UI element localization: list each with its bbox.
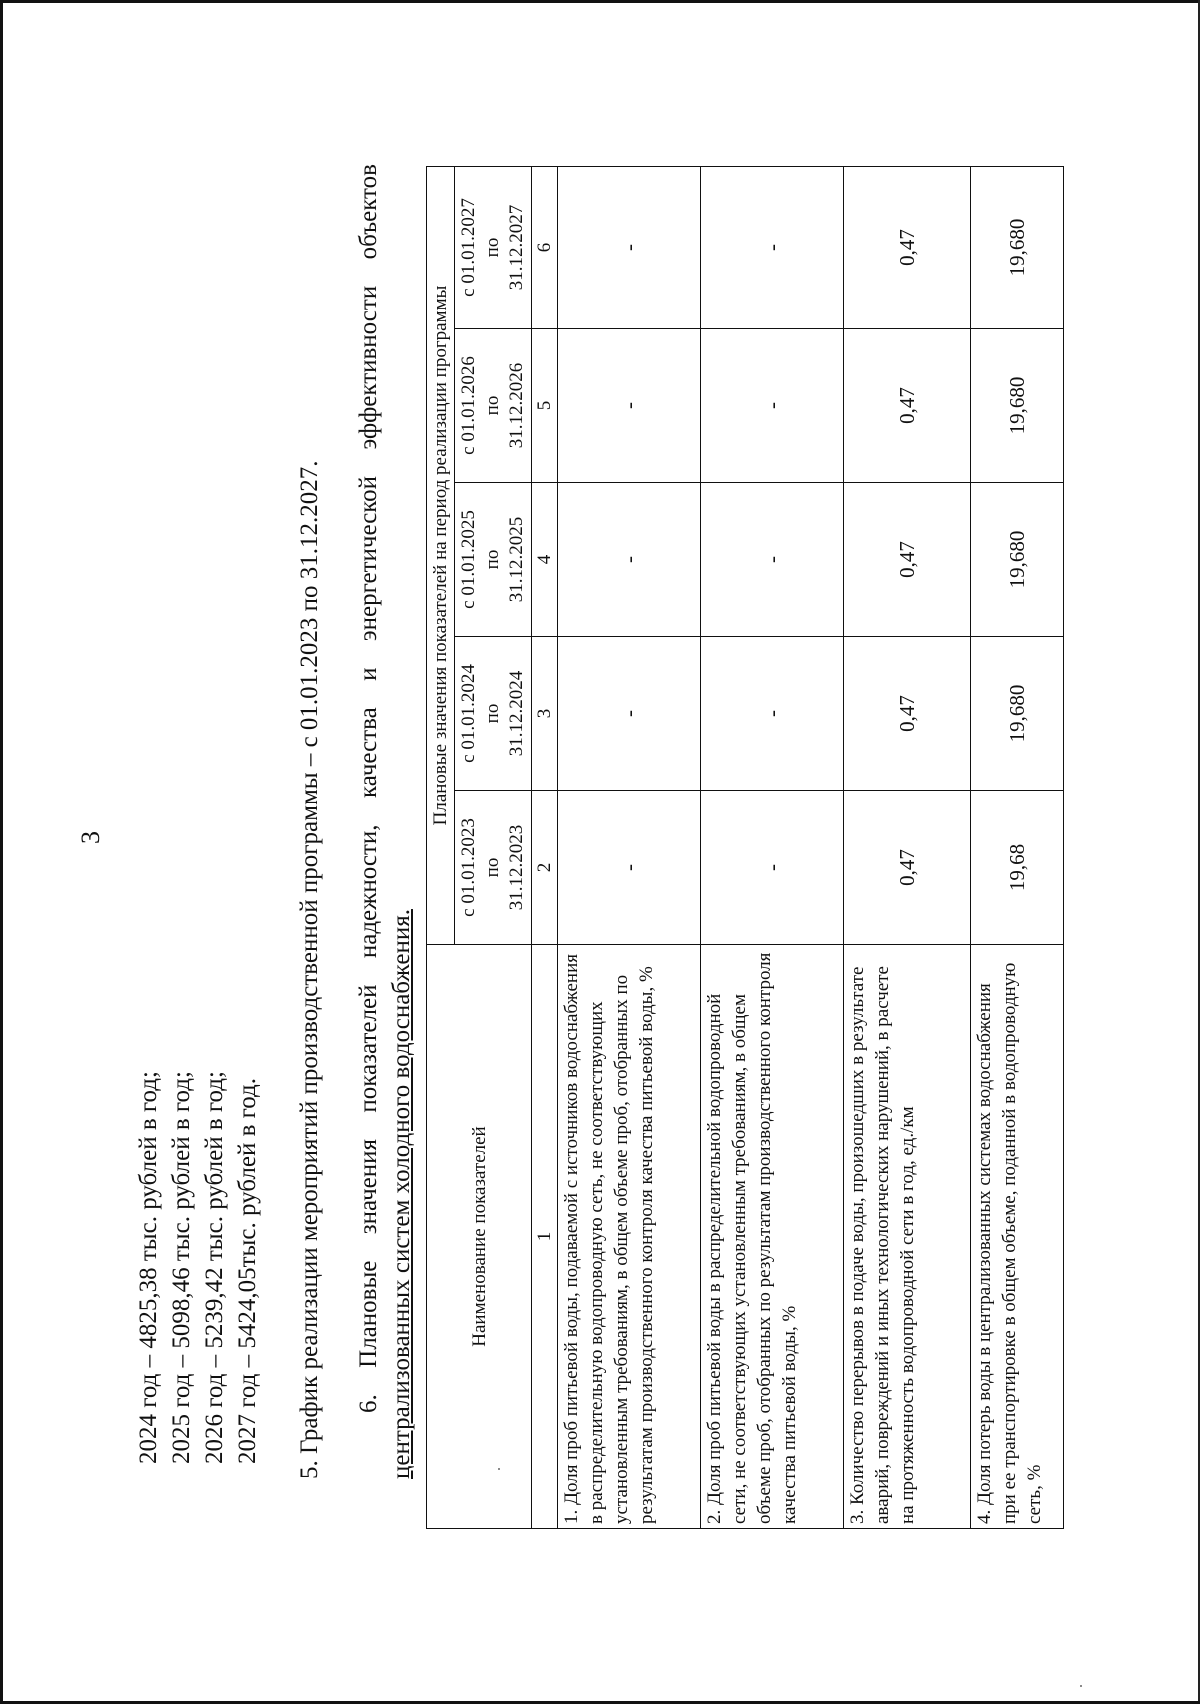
period-from: с 01.01.2027 [458, 198, 479, 297]
indicator-value: 19,680 [971, 329, 1064, 483]
indicator-name: 3. Количество перерывов в подаче воды, произошедших в результате аварий, повреждений и иных технологических нарушений, в расчете на протяженность водопроводной сети в год, ед./км [844, 945, 971, 1529]
indicator-value: - [701, 167, 844, 329]
indicator-value: 0,47 [844, 167, 971, 329]
heading-word: Плановые [355, 1260, 382, 1368]
heading-word: энергетической [355, 475, 382, 642]
annual-cost-list [132, 1071, 264, 1464]
indicator-value: - [558, 329, 701, 483]
period-word: по [482, 703, 503, 724]
table-column-number-row [532, 167, 558, 1529]
indicator-name: 2. Доля проб питьевой воды в распределительной водопроводной сети, не соответствующих установленным требованиям, в общем объеме проб, отобранных по результатам производственного контроля качества питьевой воды, % [701, 945, 844, 1529]
indicator-value: - [701, 483, 844, 637]
column-number: 5 [532, 329, 558, 483]
header-indicator-name: Наименование показателей [427, 945, 532, 1529]
column-number: 6 [532, 167, 558, 329]
header-period-2023 [455, 791, 532, 945]
period-word: по [482, 857, 503, 878]
indicator-value: 0,47 [844, 637, 971, 791]
indicator-value: 0,47 [844, 791, 971, 945]
section-6-heading [352, 164, 418, 1479]
period-word: по [482, 237, 503, 258]
indicator-value: 0,47 [844, 483, 971, 637]
indicator-value: - [701, 791, 844, 945]
header-period-2025 [455, 483, 532, 637]
period-to: 31.12.2026 [506, 362, 527, 449]
column-number: 3 [532, 637, 558, 791]
header-period-2024 [455, 637, 532, 791]
indicator-value: - [701, 637, 844, 791]
indicator-value: 19,68 [971, 791, 1064, 945]
table-row [971, 167, 1064, 1529]
indicator-value: - [558, 791, 701, 945]
period-from: с 01.01.2025 [458, 510, 479, 609]
indicator-value: - [558, 483, 701, 637]
cost-line-2026: 2026 год – 5239,42 тыс. рублей в год; [201, 1071, 228, 1464]
section-6-heading-line1 [352, 164, 385, 1479]
indicator-value: 19,680 [971, 483, 1064, 637]
indicator-value: 0,47 [844, 329, 971, 483]
column-number: 2 [532, 791, 558, 945]
header-planned-values: Плановые значения показателей на период реализации программы [427, 167, 455, 945]
kpi-table [426, 166, 1064, 1529]
period-to: 31.12.2023 [506, 824, 527, 911]
period-from: с 01.01.2023 [458, 818, 479, 917]
cost-line-2027: 2027 год – 5424,05тыс. рублей в год. [234, 1077, 261, 1464]
period-from: с 01.01.2026 [458, 356, 479, 455]
table-header-row [427, 167, 455, 1529]
period-word: по [482, 549, 503, 570]
column-number: 4 [532, 483, 558, 637]
heading-word: качества [355, 707, 382, 799]
indicator-value: 19,680 [971, 637, 1064, 791]
period-to: 31.12.2027 [506, 204, 527, 291]
page-number: 3 [76, 831, 105, 844]
cost-line-2024: 2024 год – 4825,38 тыс. рублей в год; [135, 1071, 162, 1464]
header-period-2026 [455, 329, 532, 483]
indicator-value: - [558, 167, 701, 329]
indicator-value: 19,680 [971, 167, 1064, 329]
indicator-name: 4. Доля потерь воды в централизованных системах водоснабжения при ее транспортировке в общем объеме, поданной в водопроводную сеть, % [971, 945, 1064, 1529]
period-to: 31.12.2025 [506, 516, 527, 603]
period-from: с 01.01.2024 [458, 664, 479, 763]
heading-word: и [355, 667, 382, 681]
section-6-heading-line2: централизованных систем холодного водоснабжения. [388, 909, 415, 1479]
table-row [558, 167, 701, 1529]
heading-word: 6. [355, 1394, 382, 1413]
heading-word: надежности, [355, 824, 382, 959]
cost-line-2025: 2025 год – 5098,46 тыс. рублей в год; [168, 1071, 195, 1464]
period-word: по [482, 395, 503, 416]
heading-word: показателей [355, 984, 382, 1113]
header-period-2027 [455, 167, 532, 329]
indicator-value: - [701, 329, 844, 483]
indicator-value: - [558, 637, 701, 791]
period-to: 31.12.2024 [506, 670, 527, 757]
heading-word: объектов [355, 164, 382, 260]
indicator-name: 1. Доля проб питьевой воды, подаваемой с источников водоснабжения в распределительную водопроводную сеть, не соответствующих установленным требованиям, в общем объеме проб, отобранных по результатам производственного контроля качества питьевой воды, % [558, 945, 701, 1529]
heading-word: эффективности [355, 285, 382, 450]
heading-word: значения [355, 1138, 382, 1235]
section-5-schedule: 5. График реализации мероприятий производственной программы – с 01.01.2023 по 31.12.2027. [296, 460, 323, 1479]
table-row [844, 167, 971, 1529]
column-number: 1 [532, 945, 558, 1529]
table-row [701, 167, 844, 1529]
